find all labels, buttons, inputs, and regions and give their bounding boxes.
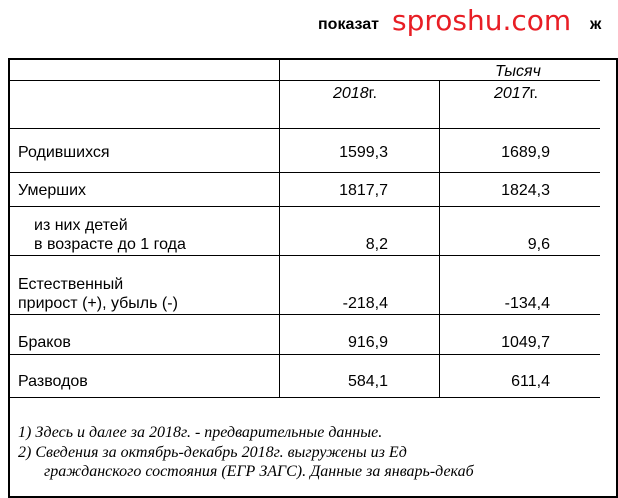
rule-header-bottom [8, 128, 600, 129]
row-label-natural-2: прирост (+), убыль (-) [18, 295, 178, 312]
rule-row-4 [8, 314, 600, 315]
value-births-2018: 1599,3 [339, 144, 388, 161]
value-natural-2017: -134,4 [504, 295, 550, 312]
row-label-births: Родившихся [18, 144, 110, 161]
col-header-2017 [494, 84, 538, 103]
row-label-deaths: Умерших [18, 182, 87, 199]
row-label-natural-1: Естественный [18, 276, 124, 293]
rule-row-3 [8, 255, 600, 256]
value-deaths-2018: 1817,7 [339, 182, 388, 199]
value-infants-2018: 8,2 [365, 236, 388, 253]
rule-row-6 [8, 397, 600, 398]
rule-row-1 [8, 172, 600, 173]
unit-label: Тысяч [495, 63, 541, 80]
value-births-2017: 1689,9 [501, 144, 550, 161]
value-divorces-2017: 611,4 [511, 373, 550, 390]
heading-tail: ж [590, 16, 602, 33]
value-deaths-2017: 1824,3 [501, 182, 550, 199]
footnote-2: 2) Сведения за октябрь-декабрь 2018г. выгружены из Ед [18, 444, 407, 461]
rule-col-1 [279, 60, 280, 398]
footnote-3: гражданского состояния (ЕГР ЗАГС). Данные за январь-декаб [44, 463, 474, 480]
footnote-1: 1) Здесь и далее за 2018г. - предварительные данные. [18, 424, 383, 441]
row-label-marriages: Браков [18, 334, 71, 351]
col-suffix-2017: г. [529, 85, 538, 102]
heading-start: показат [318, 16, 380, 33]
value-marriages-2018: 916,9 [347, 334, 388, 351]
report-heading [318, 16, 379, 34]
row-label-divorces: Разводов [18, 373, 88, 390]
rule-col-2 [439, 80, 440, 398]
rule-row-5 [8, 354, 600, 355]
value-natural-2018: -218,4 [342, 295, 388, 312]
row-label-infants-2: в возрасте до 1 года [34, 236, 186, 253]
row-label-infants-1: из них детей [34, 217, 128, 234]
value-marriages-2017: 1049,7 [501, 334, 550, 351]
value-infants-2017: 9,6 [527, 236, 550, 253]
rule-row-2 [8, 206, 600, 207]
watermark-logo: sproshu.com [392, 4, 572, 37]
col-suffix-2018: г. [368, 85, 377, 102]
col-year-2018: 2018 [333, 85, 369, 102]
col-year-2017: 2017 [494, 85, 530, 102]
col-header-2018 [333, 84, 377, 103]
value-divorces-2018: 584,1 [347, 373, 388, 390]
